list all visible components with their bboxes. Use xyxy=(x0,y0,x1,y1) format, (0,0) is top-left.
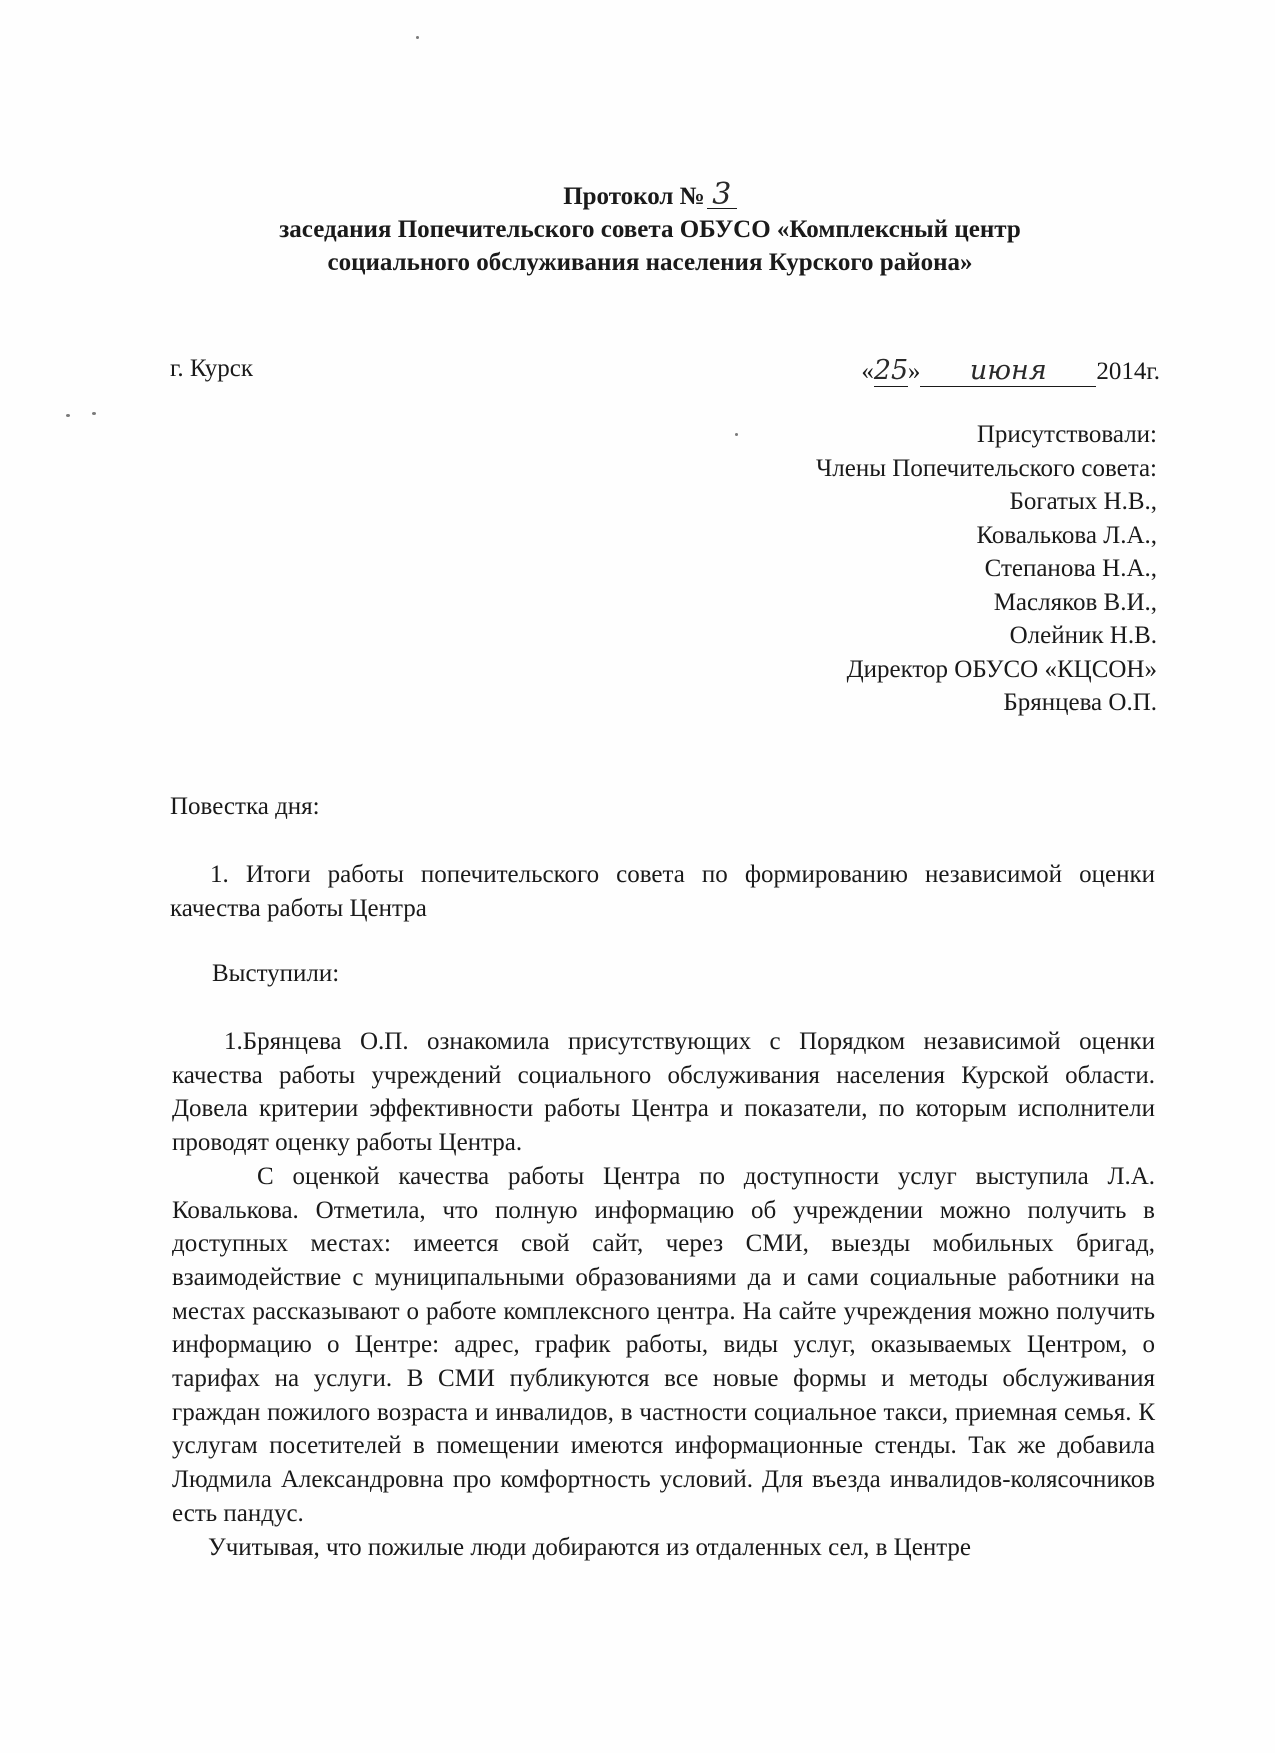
date-close-quote: » xyxy=(907,358,921,385)
agenda-heading: Повестка дня: xyxy=(170,793,320,820)
members-heading: Члены Попечительского совета: xyxy=(816,454,1157,482)
date-open-quote: « xyxy=(861,358,874,385)
date-day: 25 xyxy=(873,355,909,386)
document-title xyxy=(160,177,1140,279)
date-year: 2014г. xyxy=(1096,358,1160,385)
director-name: Брянцева О.П. xyxy=(1003,689,1157,716)
paragraph: 1.Брянцева О.П. ознакомила присутствующих с Порядком независимой оценки качества работы учреждений социального обслуживания населения Курской области. Довела критерии эффективности работы Центра и показатели, по которым исполнители проводят оценку работы Центра. xyxy=(172,1028,1155,1157)
title-subtitle-line2: социального обслуживания населения Курского района» xyxy=(327,249,973,276)
member-name: Ковалькова Л.А., xyxy=(976,521,1157,549)
protocol-label: Протокол № xyxy=(563,183,705,210)
attendees-block xyxy=(816,418,1157,720)
title-subtitle-line1: заседания Попечительского совета ОБУСО «Комплексный центр xyxy=(279,216,1021,243)
scan-speck xyxy=(416,36,419,39)
scan-speck xyxy=(735,433,738,436)
member-name: Богатых Н.В., xyxy=(1009,488,1157,515)
paragraph: Учитывая, что пожилые люди добираются из отдаленных сел, в Центре xyxy=(208,1533,972,1561)
title-line xyxy=(160,177,1140,213)
date-month: июня xyxy=(920,355,1096,387)
scan-speck xyxy=(92,412,96,415)
attendees-heading: Присутствовали: xyxy=(976,421,1157,448)
speakers-heading: Выступили: xyxy=(212,960,340,987)
member-name: Масляков В.И., xyxy=(993,588,1157,616)
director-title: Директор ОБУСО «КЦСОН» xyxy=(846,655,1157,683)
scan-speck xyxy=(66,414,70,417)
paragraph: С оценкой качества работы Центра по доступности услуг выступила Л.А. Ковалькова. Отметила, что полную информацию об учреждении можно получить в доступных местах: имеется свой сайт, через СМИ, выезды мобильных бригад, взаимодействие с муниципальными образованиями да и сами социальные работники на местах рассказывают о работе комплексного центра. На сайте учреждения можно получить информацию о Центре: адрес, график работы, виды услуг, оказываемых Центром, о тарифах на услуги. В СМИ публикуются все новые формы и методы обслуживания граждан пожилого возраста и инвалидов, в частности социальное такси, приемная семья. К услугам посетителей в помещении имеются информационные стенды. Так же добавила Людмила Александровна про комфортность условий. Для въезда инвалидов-колясочников есть пандус. xyxy=(172,1162,1155,1527)
protocol-number: 3 xyxy=(707,182,737,209)
member-name: Олейник Н.В. xyxy=(1009,622,1157,649)
meeting-date xyxy=(861,355,1160,387)
minutes-body xyxy=(172,1025,1155,1564)
city: г. Курск xyxy=(170,355,253,382)
agenda-item: 1. Итоги работы попечительского совета по формированию независимой оценки качества работы Центра xyxy=(170,861,1155,922)
place-date-row xyxy=(170,355,1160,395)
member-name: Степанова Н.А., xyxy=(984,555,1157,582)
